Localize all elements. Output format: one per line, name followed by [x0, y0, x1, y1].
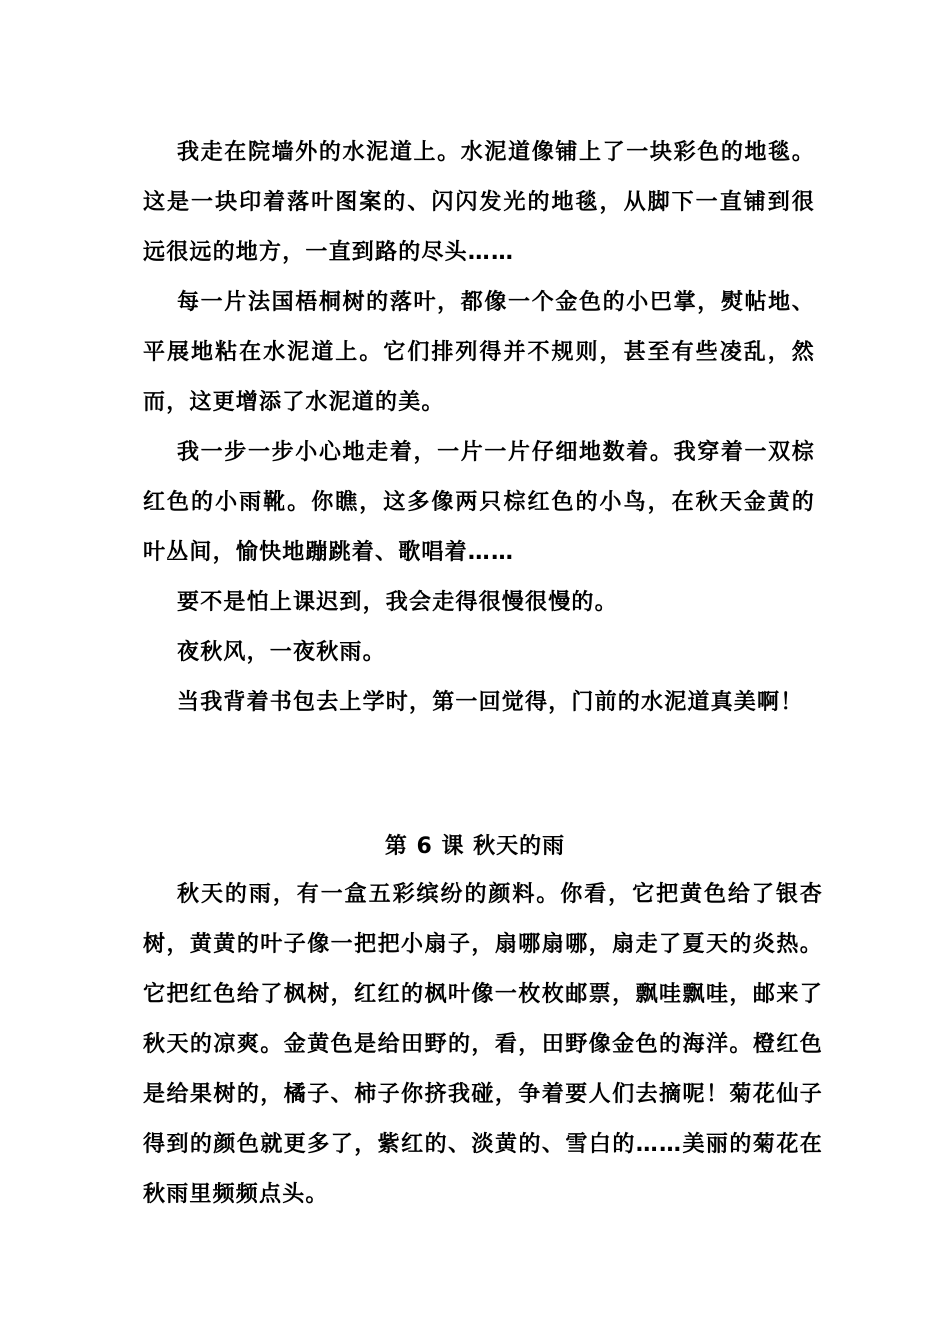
paragraph: 每一片法国梧桐树的落叶，都像一个金色的小巴掌，熨帖地、平展地粘在水泥道上。它们排列得并不规则，甚至有些凌乱，然而，这更增添了水泥道的美。 — [143, 290, 815, 415]
lesson-title: 第 6 课 秋天的雨 — [384, 834, 566, 859]
paragraph: 我走在院墙外的水泥道上。水泥道像铺上了一块彩色的地毯。这是一块印着落叶图案的、闪闪发光的地毯，从脚下一直铺到很远很远的地方，一直到路的尽头…… — [143, 140, 815, 265]
paragraph: 秋天的雨，有一盒五彩缤纷的颜料。你看，它把黄色给了银杏树，黄黄的叶子像一把把小扇子，扇哪扇哪，扇走了夏天的炎热。它把红色给了枫树，红红的枫叶像一枚枚邮票，飘哇飘哇，邮来了秋天的凉爽。金黄色是给田野的，看，田野像金色的海洋。橙红色是给果树的，橘子、柿子你挤我碰，争着要人们去摘呢！菊花仙子得到的颜色就更多了，紫红的、淡黄的、雪白的……美丽的菊花在秋雨里频频点头。 — [143, 882, 823, 1207]
paragraph: 我一步一步小心地走着，一片一片仔细地数着。我穿着一双棕红色的小雨靴。你瞧，这多像两只棕红色的小鸟，在秋天金黄的叶丛间，愉快地蹦跳着、歌唱着…… — [143, 440, 815, 565]
paragraph: 要不是怕上课迟到，我会走得很慢很慢的。 — [177, 590, 618, 615]
paragraph: 夜秋风，一夜秋雨。 — [177, 640, 386, 665]
story-section — [143, 128, 815, 728]
lesson-section — [143, 870, 823, 1220]
paragraph: 当我背着书包去上学时，第一回觉得，门前的水泥道真美啊！ — [177, 690, 804, 715]
